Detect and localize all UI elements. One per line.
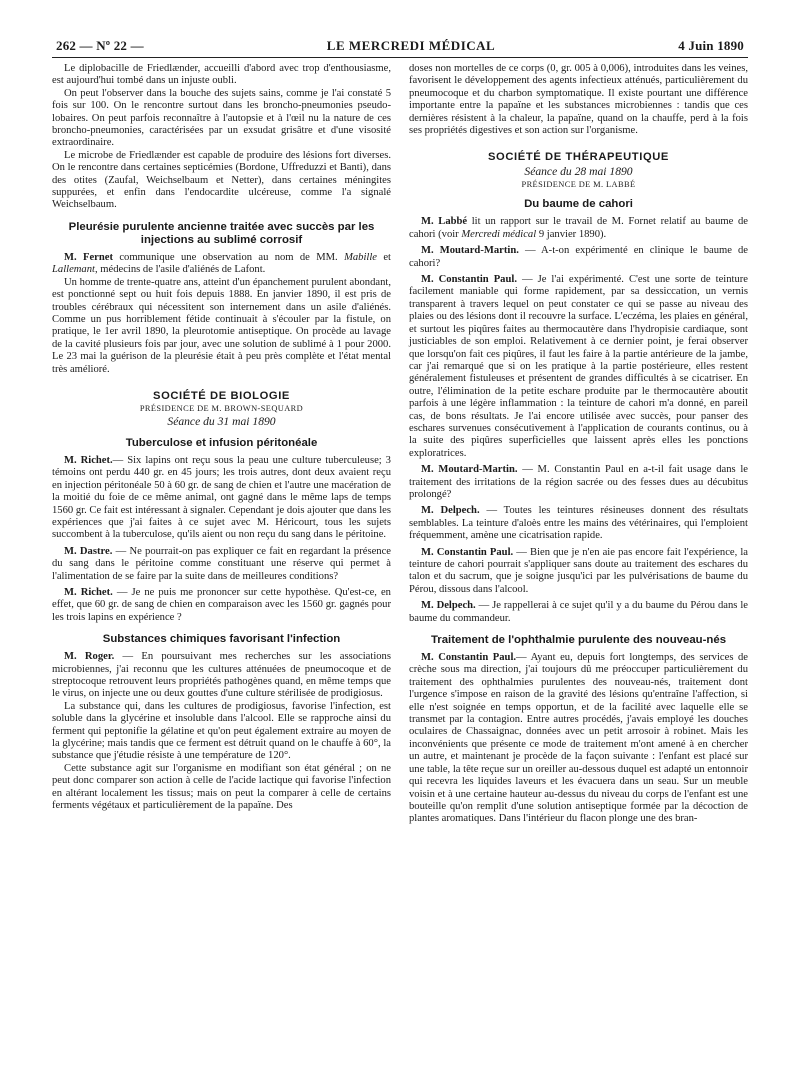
speaker: M. Richet. [64, 587, 113, 598]
paragraph: M. Moutard-Martin. — M. Constantin Paul en a-t-il fait usage dans le traitement des irritations de la région sacrée ou des fesses dues au décubitus prolongé? [409, 464, 748, 500]
paragraph: M. Constantin Paul.— Ayant eu, depuis fort longtemps, des services de crèche sous ma direction, j'ai toujours dû me préoccuper particulièrement du traitement des ophthalmies purulentes des nouveau-nés, traitement dont l'urgence s'impose en raison de la gravité des lésions qu'entraîne l'affection, si elle n'est soignée en temps opportun, et de la facilité avec laquelle elle se transmet par la contagion. Entre autres procédés, j'avais employé les douches oculaires de Chassaignac, données avec un petit arrosoir à robinet. Mais les inconvénients que présente ce mode de traitement m'ont amené à en chercher un autre, et maintenant je procède de la façon suivante : l'enfant est placé sur une table, la tête reçue sur un oreiller au-dessous duquel est adapté un entonnoir qui recevra les liquides laveurs et les évacuera dans un seau. Sur un meuble voisin et à une certaine hauteur au-dessus du niveau du corps de l'enfant est une bouteille qu'on remplit d'une solution antiseptique formée par la décoction de plantes aromatiques. Dans l'intérieur du flacon plonge une des bran- [409, 652, 748, 825]
paragraph: Le microbe de Friedlænder est capable de produire des lésions fort diverses. On le rencontre dans certaines septicémies (Bordone, Uffreduzzi et Banti), dans des otites (Zaufal, Weichselbaum et Netter), dans certaines méningites suppurées, et enfin dans l'endocardite ulcéreuse, comme l'a signalé Weichselbaum. [52, 149, 391, 211]
article-title-cahori: Du baume de cahori [524, 198, 633, 211]
society-heading-therapeutique: SOCIÉTÉ DE THÉRAPEUTIQUE [488, 151, 669, 164]
columns [52, 63, 748, 826]
paragraph: M. Delpech. — Toutes les teintures résineuses donnent des résultats semblables. La teinture d'aloès entre les mains des vétérinaires, qui l'emploient fréquemment, amène une cicatrisation rapide. [409, 505, 749, 542]
left-column [52, 63, 391, 826]
issue-date: 4 Juin 1890 [678, 38, 744, 53]
article-title-pleuresie: Pleurésie purulente ancienne traitée avec succès par les injections au sublimé corrosif [68, 220, 375, 246]
article-title-ophtalmie: Traitement de l'ophthalmie purulente des nouveau-nés [430, 634, 727, 647]
speaker: M. Richet. [64, 454, 113, 466]
speaker: M. Constantin Paul. [421, 652, 517, 664]
speaker: M. Fernet [64, 251, 113, 263]
right-column [409, 63, 748, 826]
speaker: M. Delpech. [421, 505, 480, 517]
paragraph: M. Constantin Paul. — Bien que je n'en aie pas encore fait l'expérience, la teinture de cahori pourrait s'appliquer sans doute au traitement des eschares du talon et du sacrum, que je soigne jusqu'ici par les pulvérisations de baume du Pérou, dissous dans l'alcool. [409, 546, 748, 595]
speaker: M. Labbé [421, 216, 468, 228]
presidence-line: PRÉSIDENCE DE M. BROWN-SEQUARD [139, 403, 304, 413]
speaker: M. Constantin Paul. [421, 546, 514, 558]
paragraph: Le diplobacille de Friedlænder, accueilli d'abord avec trop d'enthousiasme, est aujourd'hui tombé dans un injuste oubli. [52, 63, 391, 87]
seance-date: Séance du 31 mai 1890 [167, 414, 276, 428]
paragraph: On peut l'observer dans la bouche des sujets sains, comme je l'ai constaté 5 fois sur 100. On le rencontre surtout dans les broncho-pneumonies pseudo-lobaires. On peut parfois reconnaître à l'autopsie et à l'œil nu la nature de ces broncho-pneumonies, caractérisées par un exsudat grisâtre et d'une visosité extraordinaire. [52, 87, 391, 149]
seance-date: Séance du 28 mai 1890 [524, 165, 633, 179]
paragraph: Cette substance agit sur l'organisme en modifiant son état général ; on ne peut donc comparer son action à celle de l'acide lactique qui favorise l'infection en altérant localement les tissus; mais on peut la comparer à celle de certains ferments végétaux et particulièrement de la papaïne. Des [52, 762, 391, 812]
speaker: M. Moutard-Martin. [421, 245, 519, 257]
paragraph: Un homme de trente-quatre ans, atteint d'un épanchement purulent abondant, est ponctionné sept ou huit fois depuis 1888. En janvier 1890, il est pris de troubles cérébraux qui nécessitent son internement dans un asile d'aliénés. Comme un pus horriblement fétide continuait à s'écouler par la fistule, on pratique, le 1er avril 1890, la pleurotomie antiseptique. On procède au lavage de la cavité plusieurs fois par jour, avec une solution de sublimé à 1 pour 2000. Le 23 mai la guérison de la pleurésie était à peu près complète et l'état mental très amélioré. [52, 276, 391, 375]
speaker: M. Moutard-Martin. [421, 464, 518, 476]
speaker: M. Dastre. [64, 545, 113, 557]
journal-title: LE MERCREDI MÉDICAL [326, 38, 496, 53]
paragraph: La substance qui, dans les cultures de prodigiosus, favorise l'infection, est soluble dans la glycérine et insoluble dans l'alcool. Elle se rapproche ainsi du ferment qui peptonifie la gélatine et qu'on peut également extraire au moyen de la glycérine; mais tandis que ce ferment est détruit quand on le chauffe à 60°, la substance que j'étudie résiste à une température de 120°. [52, 700, 391, 762]
presidence-line: PRÉSIDENCE DE M. LABBÉ [521, 180, 636, 190]
paragraph: M. Fernet communique une observation au nom de MM. Mabille et Lallemant, médecins de l'asile d'aliénés de Lafont. [52, 251, 392, 276]
paragraph: M. Labbé lit un rapport sur le travail de M. Fornet relatif au baume de cahori (voir Mercredi médical 9 janvier 1890). [409, 216, 748, 240]
running-head [52, 38, 748, 58]
paragraph: M. Moutard-Martin. — A-t-on expérimenté en clinique le baume de cahori? [409, 245, 748, 269]
society-heading-biologie: SOCIÉTÉ DE BIOLOGIE [153, 389, 290, 402]
paragraph: M. Dastre. — Ne pourrait-on pas expliquer ce fait en regardant la présence du sang dans le péritoine comme constituant une réserve qui permet à l'alimentation de se faire par la suite dans de meilleures conditions? [52, 545, 391, 582]
article-title-substances: Substances chimiques favorisant l'infection [102, 633, 341, 646]
speaker: M. Constantin Paul. [421, 274, 517, 286]
speaker: M. Roger. [64, 651, 115, 663]
page-number: 262 — Nº 22 — [56, 38, 144, 53]
paragraph: M. Delpech. — Je rappellerai à ce sujet qu'il y a du baume du Pérou dans le baume du commandeur. [409, 600, 748, 624]
paragraph: M. Roger. — En poursuivant mes recherches sur les associations microbiennes, j'ai reconnu que les cultures atténuées de pneumocoque et de streptocoque retrouvent leurs propriétés pathogènes quand, en même temps que le virus, on injecte une ou deux gouttes d'une culture stérilisée de prodigiosus. [52, 651, 391, 700]
paragraph: M. Constantin Paul. — Je l'ai expérimenté. C'est une sorte de teinture facilement maniable qui forme rapidement, par sa dessiccation, un vernis transparent à travers lequel on peut constater ce qui se passe au niveau des plaies ou des lésions dont il recouvre la surface. L'eczéma, les plaies en général, et surtout les piqûres faites au thermocautère dans l'hydropisie cardiaque, sont justiciables de son emploi. Relativement à ce dernier point, je ferai observer que lorsqu'on fait ces piqûres, il faut les faire à la partie antérieure de la jambe, car j'ai remarqué que si on les pratique à la partie postérieure, elles restent généralement fistuleuses et présentent de grandes difficultés à se cicatriser. En outre, l'élimination de la petite eschare produite par le thermocautère aboutit parfois à une légère inflammation : la teinture de cahori m'a donné, en pareil cas, de bons résultats. Je l'ai encore utilisée avec succès, pour panser des eschares survenues consécutivement à l'application de courants continus, ou à la suite des piqûres superficielles que laissent après elles les ponctions exploratrices. [409, 274, 749, 459]
paragraph: M. Richet. — Je ne puis me prononcer sur cette hypothèse. Qu'est-ce, en effet, que 60 gr. de sang de chien en comparaison avec les 1560 gr. gagnés pour les trois lapins en expérience ? [52, 587, 391, 623]
paragraph: M. Richet.— Six lapins ont reçu sous la peau une culture tuberculeuse; 3 témoins ont perdu 440 gr. en 45 jours; les trois autres, dont deux avaient reçu en injection péritonéale 50 à 60 gr. de sang de chien et l'autre une macération de la moitié du foie de ce même animal, ont gagné dans le même laps de temps 1560 gr. Ce fait est intéressant à signaler. Cependant je dois ajouter que dans les expériences que j'ai faites à ce sujet avec M. Héricourt, tous les sujets succombent à la tuberculose, qu'ils aient ou non reçu du sang dans le péritoine. [52, 454, 392, 541]
article-title-tuberculose: Tuberculose et infusion péritonéale [125, 436, 318, 449]
paragraph: doses non mortelles de ce corps (0, gr. 005 à 0,006), introduites dans les veines, favorisent le développement des agents infectieux atténués, particulièrement du pneumocoque et du charbon symptomatique. Il existe pourtant une différence importante entre la papaïne et les substances microbiennes : tandis que ces dernières résistent à la chaleur, la papaïne, quand on la chauffe, perd à la fois ses propriétés digestives et son action sur l'organisme. [409, 63, 748, 137]
speaker: M. Delpech. [421, 600, 476, 612]
